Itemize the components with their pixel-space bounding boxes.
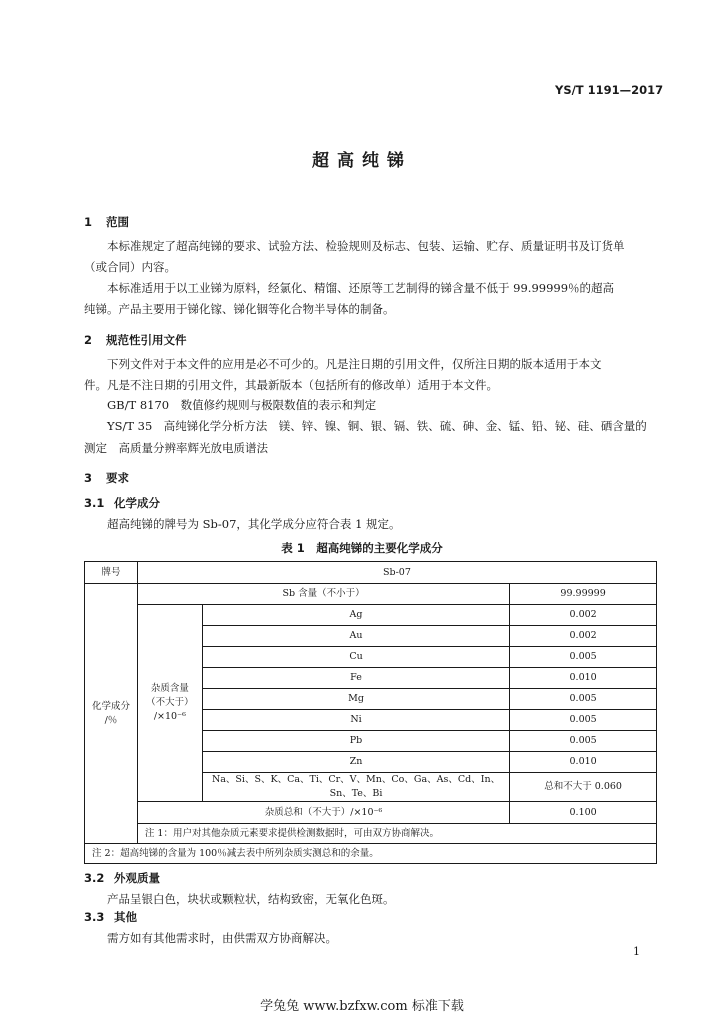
- document-number: YS/T 1191—2017: [555, 83, 664, 97]
- impurity-value: 总和不大于 0.060: [510, 773, 657, 802]
- paragraph: 需方如有其他需求时，由供需双方协商解决。: [107, 931, 337, 945]
- composition-label-line: 化学成分: [91, 700, 130, 712]
- impurity-value: 0.005: [510, 710, 657, 731]
- impurity-element: Ni: [202, 710, 509, 731]
- section-number: 3: [84, 471, 93, 485]
- paragraph: 产品呈银白色，块状或颗粒状，结构致密，无氧化色斑。: [107, 892, 395, 906]
- impurity-value: 0.010: [510, 752, 657, 773]
- grade-label: 牌号: [85, 562, 138, 584]
- section-number: 1: [84, 215, 93, 229]
- impurity-label-line: （不大于）: [146, 697, 194, 708]
- section-number: 3.1: [84, 496, 105, 510]
- impurity-value: 0.002: [510, 626, 657, 647]
- grade-value: Sb-07: [137, 562, 656, 584]
- impurity-value: 0.002: [510, 605, 657, 626]
- table-row: [85, 584, 657, 605]
- section-title: 规范性引用文件: [106, 333, 187, 347]
- section-number: 3.3: [84, 910, 105, 924]
- subsection-3-1-heading: [84, 495, 160, 511]
- impurity-total-label: 杂质总和（不大于）/×10⁻⁶: [137, 802, 509, 824]
- chemical-composition-table: [84, 561, 657, 864]
- table-note-2: 注 2：超高纯锑的含量为 100％减去表中所列杂质实测总和的余量。: [85, 844, 657, 864]
- section-title: 其他: [114, 910, 137, 924]
- table-caption: 表 1 超高纯锑的主要化学成分: [281, 541, 443, 555]
- sb-content-value: 99.99999: [510, 584, 657, 605]
- impurity-element: Ag: [202, 605, 509, 626]
- paragraph: 纯锑。产品主要用于锑化镓、锑化铟等化合物半导体的制备。: [84, 302, 395, 316]
- section-title: 化学成分: [114, 496, 160, 510]
- section-title: 范围: [106, 215, 129, 229]
- sb-content-label: Sb 含量（不小于）: [137, 584, 509, 605]
- section-number: 2: [84, 333, 93, 347]
- page-number: 1: [633, 945, 640, 958]
- subsection-3-3-heading: [84, 909, 137, 925]
- composition-label-unit: /％: [104, 714, 118, 726]
- paragraph: 本标准规定了超高纯锑的要求、试验方法、检验规则及标志、包装、运输、贮存、质量证明书及订货单: [107, 239, 625, 253]
- impurity-element: Au: [202, 626, 509, 647]
- impurity-element: Mg: [202, 689, 509, 710]
- reference-yst-35-continued: 测定 高质量分辨率辉光放电质谱法: [84, 441, 268, 455]
- paragraph: 下列文件对于本文件的应用是必不可少的。凡是注日期的引用文件，仅所注日期的版本适用于本文: [107, 357, 602, 371]
- table-note-row: [85, 844, 657, 864]
- impurity-label-unit: /×10⁻⁶: [153, 711, 186, 722]
- impurity-total-value: 0.100: [510, 802, 657, 824]
- paragraph: 件。凡是不注日期的引用文件，其最新版本（包括所有的修改单）适用于本文件。: [84, 378, 498, 392]
- footer-watermark: 学兔兔 www.bzfxw.com 标准下载: [260, 999, 464, 1014]
- section-title: 要求: [106, 471, 129, 485]
- impurity-element: Fe: [202, 668, 509, 689]
- impurity-value: 0.005: [510, 647, 657, 668]
- table-row: [85, 562, 657, 584]
- impurity-element: Cu: [202, 647, 509, 668]
- section-1-heading: [84, 214, 129, 230]
- table-row: [85, 605, 657, 626]
- paragraph: 超高纯锑的牌号为 Sb-07，其化学成分应符合表 1 规定。: [107, 517, 401, 531]
- subsection-3-2-heading: [84, 870, 160, 886]
- table-note-row: [85, 824, 657, 844]
- reference-gbt-8170: GB/T 8170 数值修约规则与极限数值的表示和判定: [107, 398, 377, 412]
- paragraph: （或合同）内容。: [84, 260, 176, 274]
- section-number: 3.2: [84, 871, 105, 885]
- impurity-label-line: 杂质含量: [150, 683, 189, 694]
- impurity-value: 0.005: [510, 689, 657, 710]
- impurity-element: Pb: [202, 731, 509, 752]
- paragraph: 本标准适用于以工业锑为原料，经氯化、精馏、还原等工艺制得的锑含量不低于 99.99999％的超高: [107, 281, 615, 295]
- impurity-element-group: Na、Si、S、K、Ca、Ti、Cr、V、Mn、Co、Ga、As、Cd、In、Sn、Te、Bi: [202, 773, 509, 802]
- impurity-value: 0.010: [510, 668, 657, 689]
- section-2-heading: [84, 332, 187, 348]
- impurity-element: Zn: [202, 752, 509, 773]
- table-row: [85, 802, 657, 824]
- composition-label: [85, 584, 138, 844]
- section-3-heading: [84, 470, 129, 486]
- impurity-label: [137, 605, 202, 802]
- section-title: 外观质量: [114, 871, 160, 885]
- table-note-1: 注 1：用户对其他杂质元素要求提供检测数据时，可由双方协商解决。: [137, 824, 656, 844]
- impurity-value: 0.005: [510, 731, 657, 752]
- document-title: 超高纯锑: [312, 151, 412, 171]
- reference-yst-35: YS/T 35 高纯锑化学分析方法 镁、锌、镍、铜、银、镉、铁、硫、砷、金、锰、铅、铋、硅、硒含量的: [107, 419, 647, 433]
